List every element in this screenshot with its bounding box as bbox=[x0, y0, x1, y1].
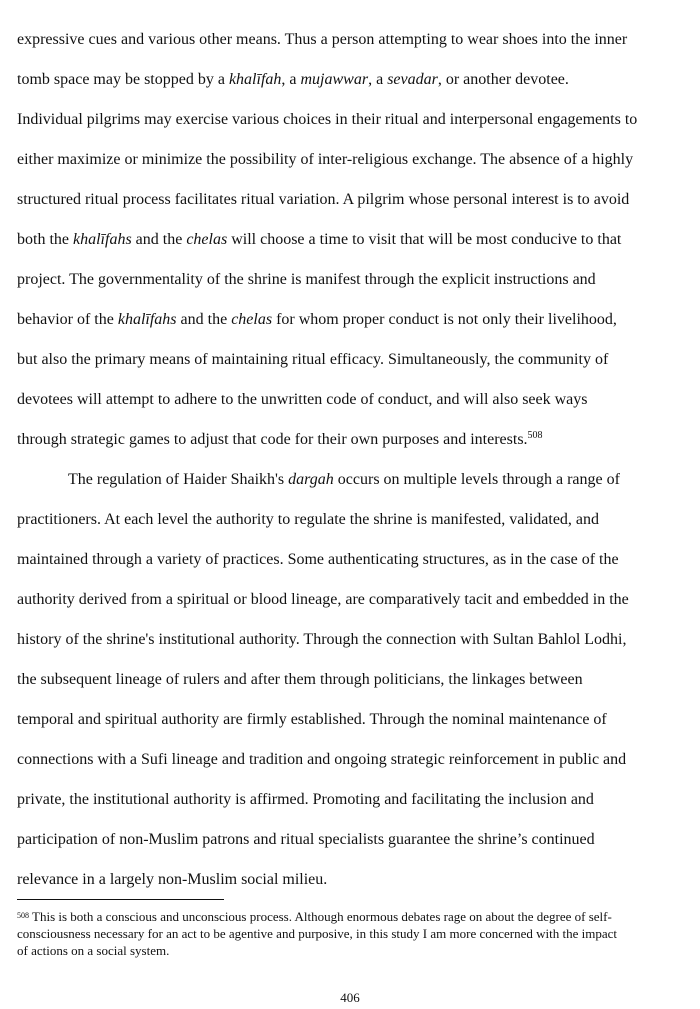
paragraph-1-line-10: devotees will attempt to adhere to the unwritten code of conduct, and will also seek ways bbox=[17, 391, 588, 408]
footnote-divider bbox=[17, 899, 224, 900]
paragraph-1-line-6 bbox=[17, 220, 689, 260]
paragraph-2-line-10: participation of non-Muslim patrons and ritual specialists guarantee the shrine’s continued bbox=[17, 831, 595, 848]
paragraph-1-line-3: Individual pilgrims may exercise various choices in their ritual and interpersonal engagements to bbox=[17, 111, 638, 128]
term-dargah: dargah bbox=[288, 471, 334, 488]
footnote-line-2: consciousness necessary for an act to be agentive and purposive, in this study I am more concerned with the impact bbox=[17, 926, 617, 941]
page-number: 406 bbox=[340, 990, 360, 1005]
body-text bbox=[17, 20, 689, 900]
text-run: and the bbox=[131, 231, 187, 248]
text-run: , a bbox=[368, 71, 388, 88]
paragraph-2-line-6: the subsequent lineage of rulers and after them through politicians, the linkages between bbox=[17, 671, 583, 688]
text-run: will choose a time to visit that will be most conducive to that bbox=[227, 231, 622, 248]
paragraph-2-line-4: authority derived from a spiritual or blood lineage, are comparatively tacit and embedded in the bbox=[17, 591, 629, 608]
paragraph-1-line-1: expressive cues and various other means. Thus a person attempting to wear shoes into the inner bbox=[17, 31, 628, 48]
paragraph-2-line-3: maintained through a variety of practices. Some authenticating structures, as in the case of the bbox=[17, 551, 619, 568]
paragraph-1-line-7: project. The governmentality of the shrine is manifest through the explicit instructions and bbox=[17, 271, 596, 288]
text-run: and the bbox=[176, 311, 232, 328]
text-run: through strategic games to adjust that code for their own purposes and interests. bbox=[17, 431, 528, 448]
term-sevadar: sevadar bbox=[387, 71, 438, 88]
paragraph-1-line-5: structured ritual process facilitates ritual variation. A pilgrim whose personal interest is to avoid bbox=[17, 191, 630, 208]
text-run: for whom proper conduct is not only their livelihood, bbox=[272, 311, 617, 328]
term-mujawwar: mujawwar bbox=[300, 71, 369, 88]
text-run: tomb space may be stopped by a bbox=[17, 71, 229, 88]
term-khalifah: khalīfah bbox=[228, 71, 282, 88]
term-khalifahs: khalīfahs bbox=[117, 311, 177, 328]
paragraph-2-line-7: temporal and spiritual authority are firmly established. Through the nominal maintenance of bbox=[17, 711, 607, 728]
paragraph-1-line-11 bbox=[17, 420, 689, 460]
text-run: occurs on multiple levels through a range of bbox=[333, 471, 620, 488]
text-run: , or another devotee. bbox=[437, 71, 569, 88]
paragraph-2-line-2: practitioners. At each level the authority to regulate the shrine is manifested, validated, and bbox=[17, 511, 600, 528]
paragraph-2-line-11: relevance in a largely non-Muslim social milieu. bbox=[17, 871, 328, 888]
text-run: The regulation of Haider Shaikh's bbox=[68, 471, 289, 488]
paragraph-2-line-9: private, the institutional authority is affirmed. Promoting and facilitating the inclusion and bbox=[17, 791, 594, 808]
term-chelas: chelas bbox=[231, 311, 273, 328]
text-run: This is both a conscious and unconscious process. Although enormous debates rage on about the degree of self- bbox=[29, 909, 612, 924]
paragraph-1-line-2 bbox=[17, 60, 689, 100]
footnote-number: 508 bbox=[17, 911, 29, 920]
term-khalifahs: khalīfahs bbox=[73, 231, 132, 248]
paragraph-2-line-5: history of the shrine's institutional authority. Through the connection with Sultan Bahlol Lodhi, bbox=[17, 631, 627, 648]
footnote-line-1 bbox=[17, 908, 689, 925]
term-chelas: chelas bbox=[186, 231, 228, 248]
paragraph-1 bbox=[17, 20, 689, 460]
text-run: behavior of the bbox=[17, 311, 118, 328]
footnote bbox=[17, 908, 689, 959]
paragraph-2 bbox=[17, 460, 689, 900]
paragraph-1-line-4: either maximize or minimize the possibility of inter-religious exchange. The absence of a highly bbox=[17, 151, 634, 168]
paragraph-2-line-8: connections with a Sufi lineage and tradition and ongoing strategic reinforcement in public and bbox=[17, 751, 627, 768]
footnote-line-3: of actions on a social system. bbox=[17, 943, 170, 958]
text-run: both the bbox=[17, 231, 73, 248]
text-run: , a bbox=[281, 71, 301, 88]
paragraph-1-line-9: but also the primary means of maintaining ritual efficacy. Simultaneously, the community of bbox=[17, 351, 609, 368]
paragraph-2-line-1 bbox=[17, 460, 689, 500]
paragraph-1-line-8 bbox=[17, 300, 689, 340]
footnote-reference[interactable]: 508 bbox=[527, 430, 543, 441]
